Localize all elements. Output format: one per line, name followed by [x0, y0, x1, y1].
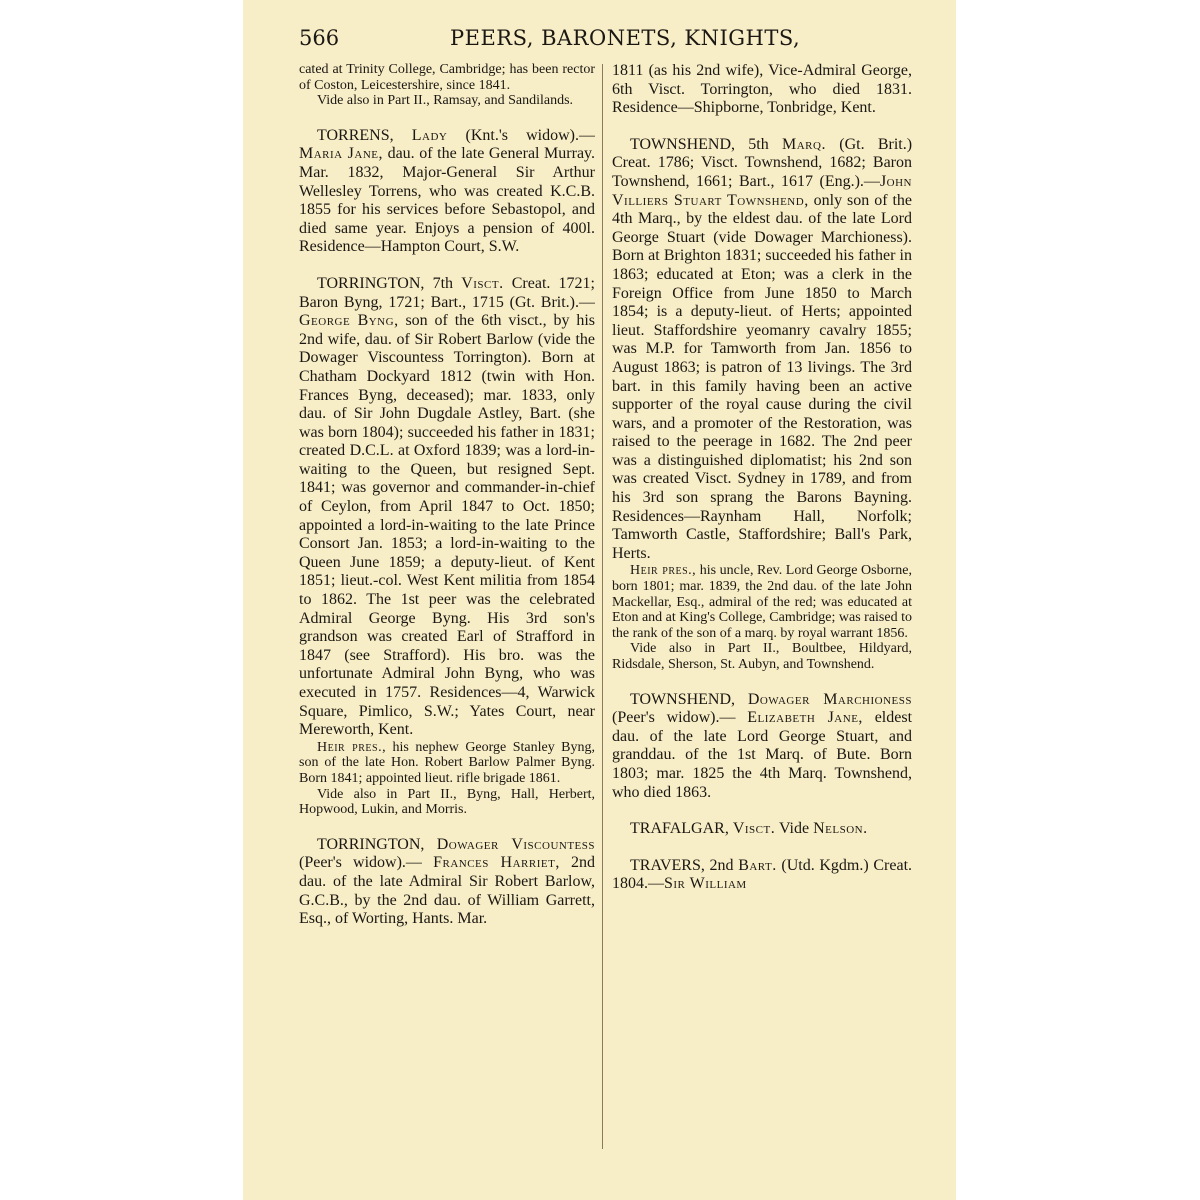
entry-person: George Byng,	[299, 312, 399, 330]
entry-torrens	[299, 127, 595, 257]
entry-ordinal: 7th	[432, 274, 454, 292]
entry-text: (Utd. Kgdm.) Creat. 1804.—	[612, 856, 912, 893]
entry-townshend-dowager	[612, 691, 912, 803]
entry-title: Marq.	[782, 135, 826, 153]
entry-name: TRAVERS,	[630, 856, 705, 874]
entry-townshend	[612, 136, 912, 673]
entry-torrington	[299, 275, 595, 818]
entry-text: dau. of the late General Murray. Mar. 1832, Major-General Sir Arthur Wellesley Torrens, who was created K.C.B. 1855 for his services before Sebastopol, and died same year. Enjoys a pension of 400l. Residence—Hampton Court, S.W.	[299, 145, 595, 256]
right-column	[612, 62, 912, 1152]
entry-title: Visct.	[732, 820, 776, 838]
entry-ordinal: 5th	[748, 135, 769, 153]
entry-text: Vide	[778, 820, 810, 838]
entry-text: 2nd dau. of the late Admiral Sir Robert Barlow, G.C.B., by the 2nd dau. of William Garrett, Esq., of Worting, Hants. Mar.	[299, 854, 595, 928]
entry-name: TORRENS,	[317, 126, 394, 144]
entry-person: Maria Jane,	[299, 145, 384, 163]
entry-desc: (Peer's widow).—	[612, 709, 736, 727]
entry-text: (Gt. Brit.) Creat. 1786; Visct. Townshend, 1682; Baron Townshend, 1661; Bart., 1617 (Eng.).—	[612, 135, 912, 190]
continuation-text: cated at Trinity College, Cambridge; has been rector of Coston, Leicestershire, since 1841.	[299, 62, 595, 93]
entry-text: only son of the 4th Marq., by the eldest dau. of the late Lord George Stuart (vide Dowager Marchioness). Born at Brighton 1831; succeeded his father in 1863; educated at Eton; was a clerk in the Foreign Office from June 1850 to March 1854; is a deputy-lieut. of Herts; appointed lieut. Staffordshire yeomanry cavalry 1855; was M.P. for Tamworth from Jan. 1856 to August 1863; is patron of 13 livings. The 3rd bart. in this family having been an active supporter of the royal cause during the civil wars, and a promoter of the Restoration, was raised to the peerage in 1682. The 2nd peer was a distinguished diplomatist; his 2nd son was created Visct. Sydney in 1789, and from his 3rd son sprang the Barons Bayning. Residences—Raynham Hall, Norfolk; Tamworth Castle, Staffordshire; Ball's Park, Herts.	[612, 191, 912, 562]
entry-travers	[612, 857, 912, 894]
heir-label: Heir pres.,	[630, 563, 697, 579]
entry-title: Dowager Viscountess	[436, 835, 595, 853]
entry-title: Dowager Marchioness	[747, 690, 912, 708]
page-number: 566	[299, 26, 340, 50]
column-divider	[602, 64, 603, 1149]
book-page	[243, 0, 956, 1200]
entry-person: Elizabeth Jane,	[747, 709, 863, 727]
heir-text: his uncle, Rev. Lord George Osborne, born 1801; mar. 1839, the 2nd dau. of the late John Mackellar, Esq., admiral of the red; was educated at Eton and at King's College, Cambridge; was raised to the rank of the son of a marq. by royal warrant 1856.	[612, 563, 912, 641]
running-head: PEERS, BARONETS, KNIGHTS,	[450, 26, 801, 50]
heir-label: Heir pres.,	[317, 739, 387, 755]
entry-torrington-dowager	[299, 836, 595, 929]
continuation-text: 1811 (as his 2nd wife), Vice-Admiral George, 6th Visct. Torrington, who died 1831. Residence—Shipborne, Tonbridge, Kent.	[612, 62, 912, 117]
entry-title: Visct.	[461, 274, 504, 292]
entry-ref: Nelson.	[813, 820, 868, 838]
entry-desc: (Knt.'s widow).—	[465, 126, 595, 144]
entry-person: Sir William	[664, 875, 747, 893]
entry-person: John Villiers Stuart Townshend,	[612, 172, 912, 209]
entry-title: Bart.	[738, 856, 777, 874]
entry-text: son of the 6th visct., by his 2nd wife, dau. of Sir Robert Barlow (vide the Dowager Viscountess Torrington). Born at Chatham Dockyard 1812 (twin with Hon. Frances Byng, deceased); mar. 1833, only dau. of Sir John Dugdale Astley, Bart. (she was born 1804); succeeded his father in 1831; created D.C.L. at Oxford 1839; was a lord-in-waiting to the Queen, but resigned Sept. 1841; was governor and commander-in-chief of Ceylon, from April 1847 to Oct. 1850; appointed a lord-in-waiting to the late Prince Consort Jan. 1853; a lord-in-waiting to the Queen June 1859; a deputy-lieut. of Kent 1851; lieut.-col. West Kent militia from 1854 to 1862. The 1st peer was the celebrated Admiral George Byng. His 3rd son's grandson was created Earl of Strafford in 1847 (see Strafford). His bro. was the unfortunate Admiral John Byng, who was executed in 1757. Residences—4, Warwick Square, Pimlico, S.W.; Yates Court, near Mereworth, Kent.	[299, 312, 595, 739]
entry-text: eldest dau. of the late Lord George Stuart, and granddau. of the 1st Marq. of Bute. Born 1803; mar. 1825 the 4th Marq. Townshend, who died 1863.	[612, 709, 912, 801]
entry-person: Frances Harriet,	[433, 854, 560, 872]
left-column	[299, 62, 595, 1152]
entry-name: TRAFALGAR,	[630, 820, 729, 838]
vide-note: Vide also in Part II., Byng, Hall, Herbert, Hopwood, Lukin, and Morris.	[299, 786, 595, 818]
entry-name: TORRINGTON,	[317, 835, 425, 853]
entry-name: TOWNSHEND,	[630, 135, 736, 153]
entry-name: TOWNSHEND,	[630, 690, 736, 708]
heir-text: his nephew George Stanley Byng, son of the late Hon. Robert Barlow Palmer Byng. Born 1841; appointed lieut. rifle brigade 1861.	[299, 739, 595, 786]
entry-ordinal: 2nd	[709, 856, 734, 874]
entry-desc: (Peer's widow).—	[299, 854, 422, 872]
vide-note: Vide also in Part II., Boultbee, Hildyard, Ridsdale, Sherson, St. Aubyn, and Townshend.	[612, 641, 912, 672]
entry-trafalgar	[612, 820, 912, 839]
entry-name: TORRINGTON,	[317, 274, 425, 292]
entry-title: Lady	[411, 126, 448, 144]
vide-note: Vide also in Part II., Ramsay, and Sandilands.	[317, 93, 574, 109]
page-header	[299, 26, 909, 58]
entry-text: Creat. 1721; Baron Byng, 1721; Bart., 1715 (Gt. Brit.).—	[299, 274, 595, 311]
